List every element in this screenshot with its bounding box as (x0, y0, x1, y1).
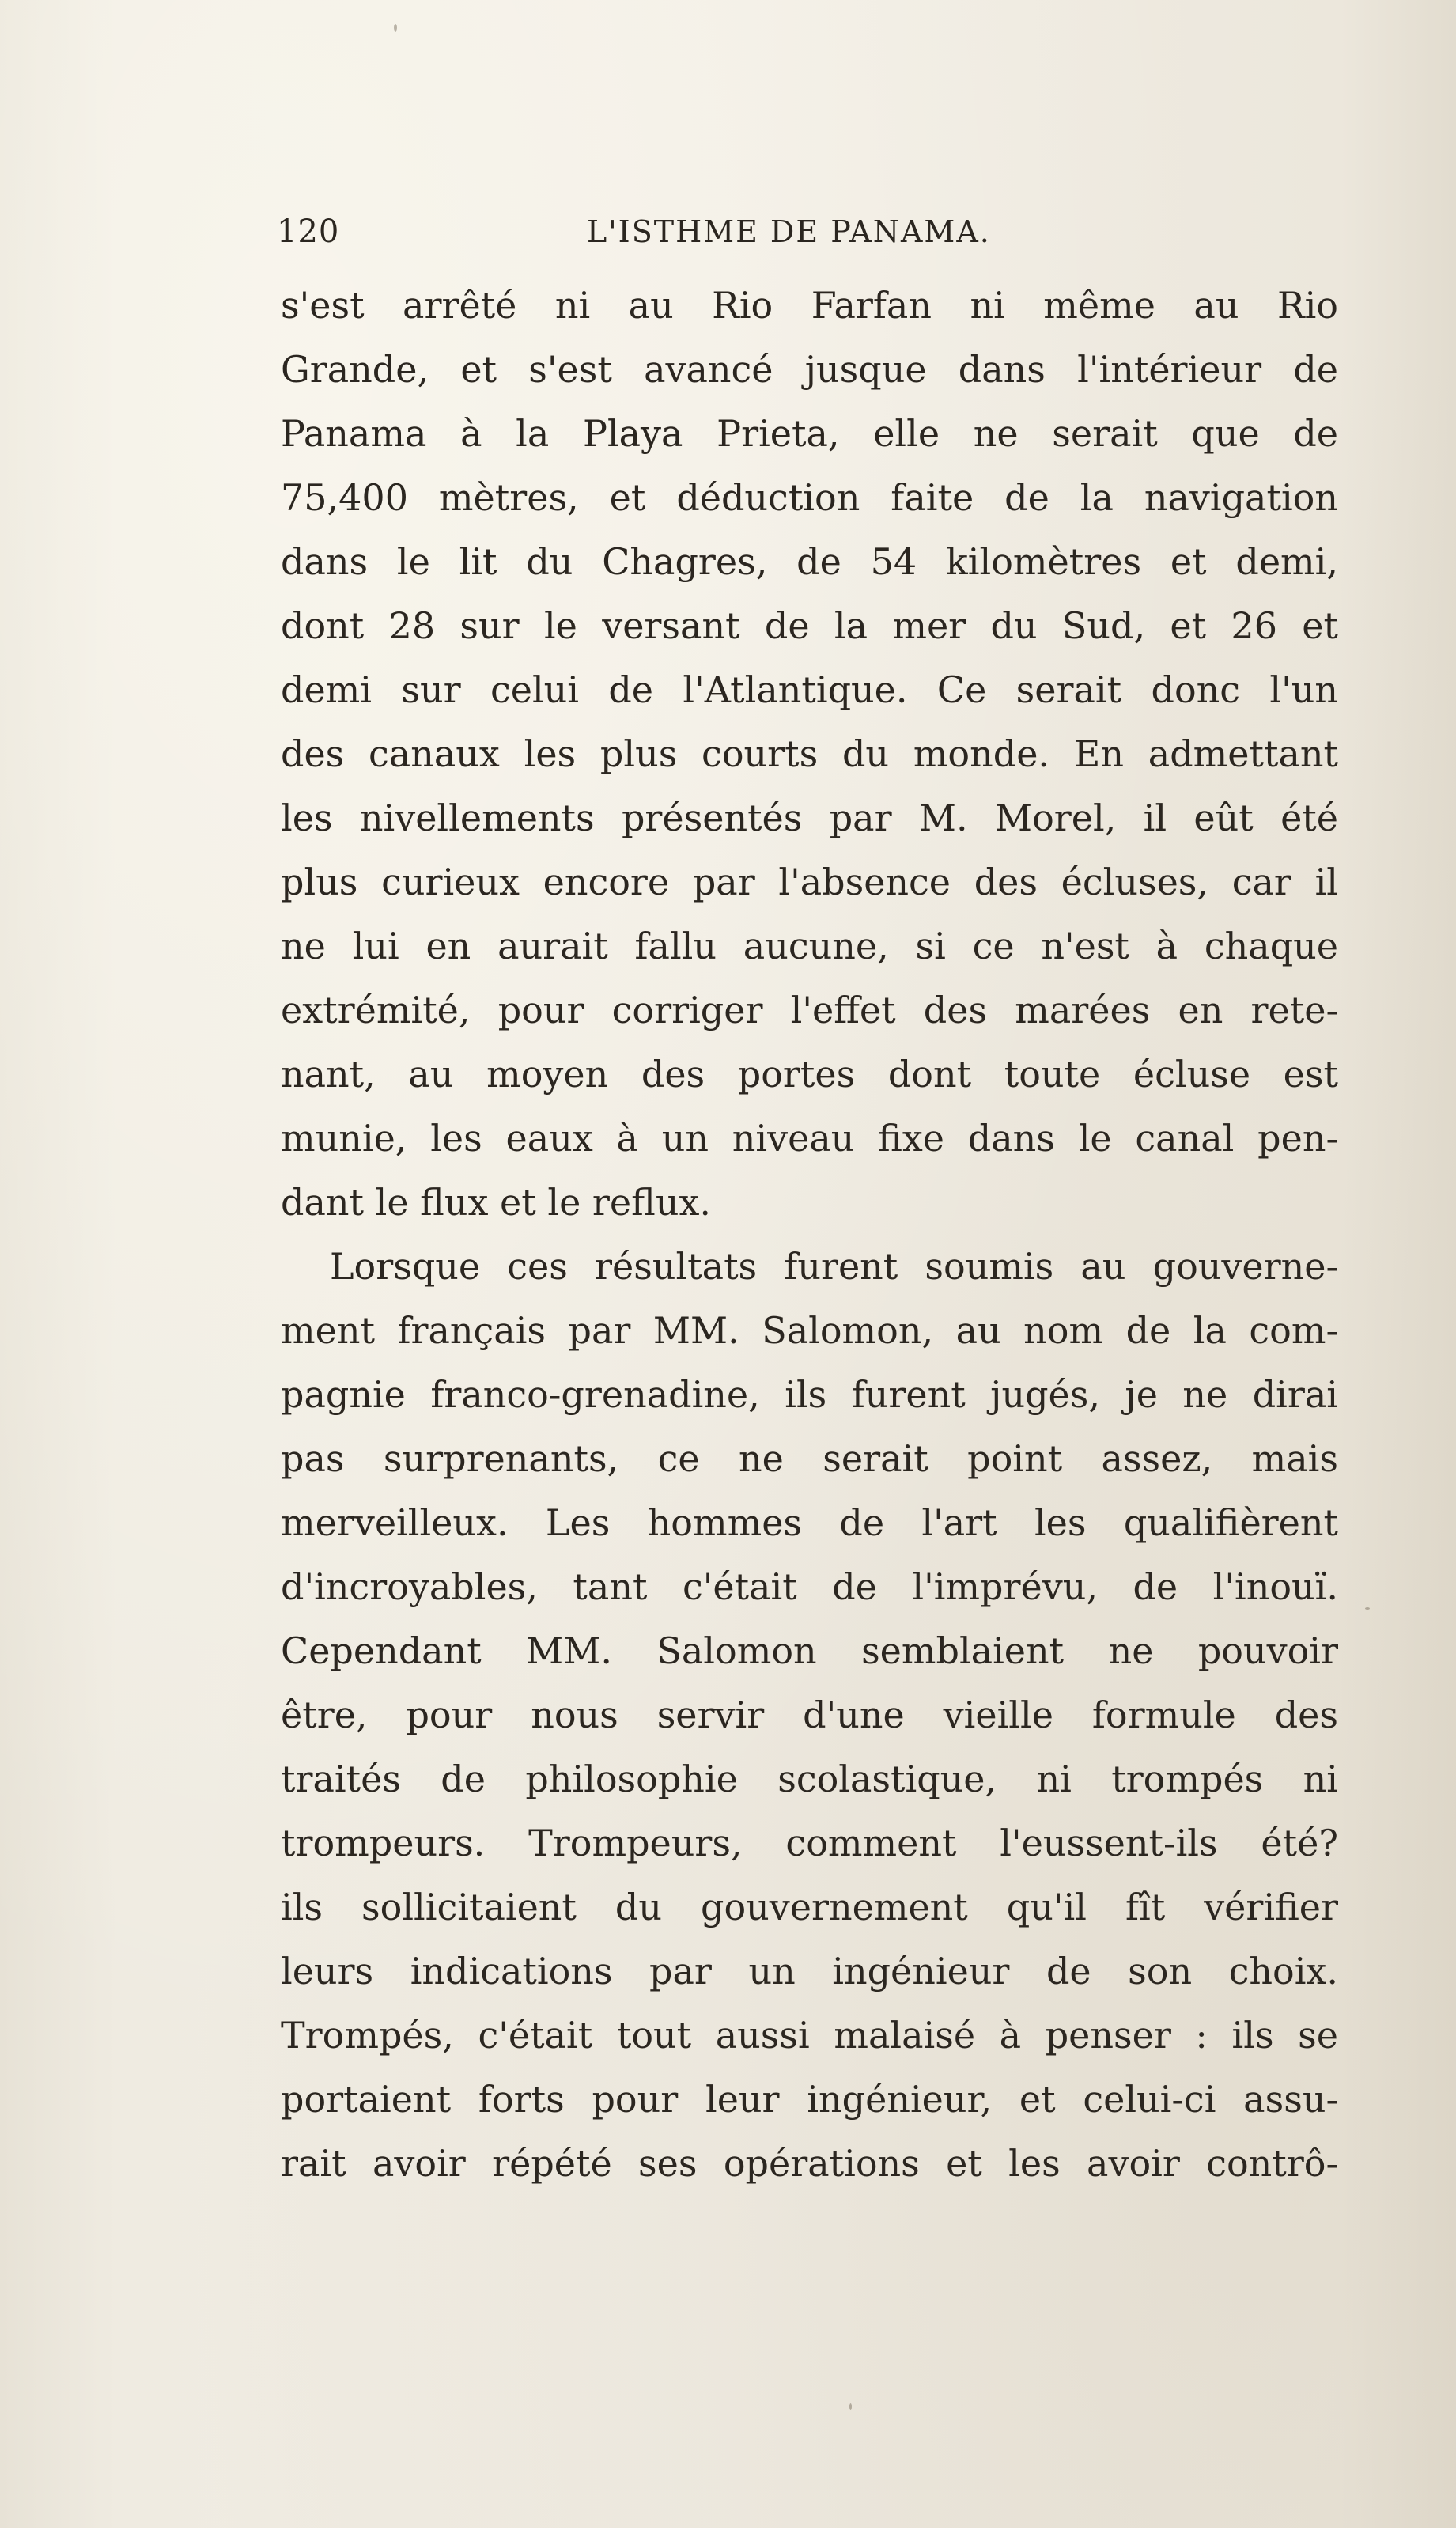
page-number: 120 (277, 214, 340, 250)
running-title: L'ISTHME DE PANAMA. (587, 214, 991, 249)
page-header (277, 212, 1338, 252)
text-line: trompeurs. Trompeurs, comment l'eussent-ils été? (281, 1822, 1338, 1864)
text-line: s'est arrêté ni au Rio Farfan ni même au Rio (281, 284, 1338, 327)
text-line: pas surprenants, ce ne serait point assez, mais (281, 1437, 1338, 1480)
body-text (281, 274, 1338, 2196)
text-line: dans le lit du Chagres, de 54 kilomètres et demi, (281, 540, 1338, 583)
text-line: pagnie franco-grenadine, ils furent jugés, je ne dirai (281, 1373, 1338, 1416)
text-line: munie, les eaux à un niveau fixe dans le canal pen- (281, 1117, 1338, 1160)
text-line: 75,400 mètres, et déduction faite de la navigation (281, 476, 1338, 519)
text-line: des canaux les plus courts du monde. En admettant (281, 732, 1338, 775)
text-line-paragraph-end: dant le flux et le reflux. (281, 1181, 712, 1224)
text-line: ils sollicitaient du gouvernement qu'il fît vérifier (281, 1886, 1338, 1928)
paper-speck (394, 24, 397, 32)
text-line: merveilleux. Les hommes de l'art les qualifièrent (281, 1501, 1338, 1544)
text-line: Grande, et s'est avancé jusque dans l'intérieur de (281, 348, 1338, 391)
text-line: ment français par MM. Salomon, au nom de la com- (281, 1309, 1338, 1352)
text-line: être, pour nous servir d'une vieille formule des (281, 1694, 1338, 1736)
paper-speck (849, 2403, 852, 2410)
text-line: Trompés, c'était tout aussi malaisé à penser : ils se (281, 2014, 1338, 2057)
text-line: les nivellements présentés par M. Morel, il eût été (281, 797, 1338, 839)
text-line: leurs indications par un ingénieur de son choix. (281, 1950, 1338, 1993)
text-line: Cependant MM. Salomon semblaient ne pouvoir (281, 1629, 1338, 1672)
text-line-paragraph-start: Lorsque ces résultats furent soumis au gouverne- (330, 1245, 1338, 1288)
text-line: d'incroyables, tant c'était de l'imprévu, de l'inouï. (281, 1565, 1338, 1608)
text-line: traités de philosophie scolastique, ni trompés ni (281, 1758, 1338, 1800)
text-line: nant, au moyen des portes dont toute écluse est (281, 1053, 1338, 1096)
text-line: Panama à la Playa Prieta, elle ne serait que de (281, 412, 1338, 455)
text-line: extrémité, pour corriger l'effet des marées en rete- (281, 989, 1338, 1031)
text-line: demi sur celui de l'Atlantique. Ce serait donc l'un (281, 668, 1338, 711)
text-line: dont 28 sur le versant de la mer du Sud, et 26 et (281, 604, 1338, 647)
text-line: ne lui en aurait fallu aucune, si ce n'est à chaque (281, 925, 1338, 967)
text-line: plus curieux encore par l'absence des écluses, car il (281, 861, 1338, 903)
text-line: portaient forts pour leur ingénieur, et celui-ci assu- (281, 2078, 1338, 2121)
text-line: rait avoir répété ses opérations et les avoir contrô- (281, 2142, 1338, 2185)
paper-speck (1365, 1607, 1370, 1610)
